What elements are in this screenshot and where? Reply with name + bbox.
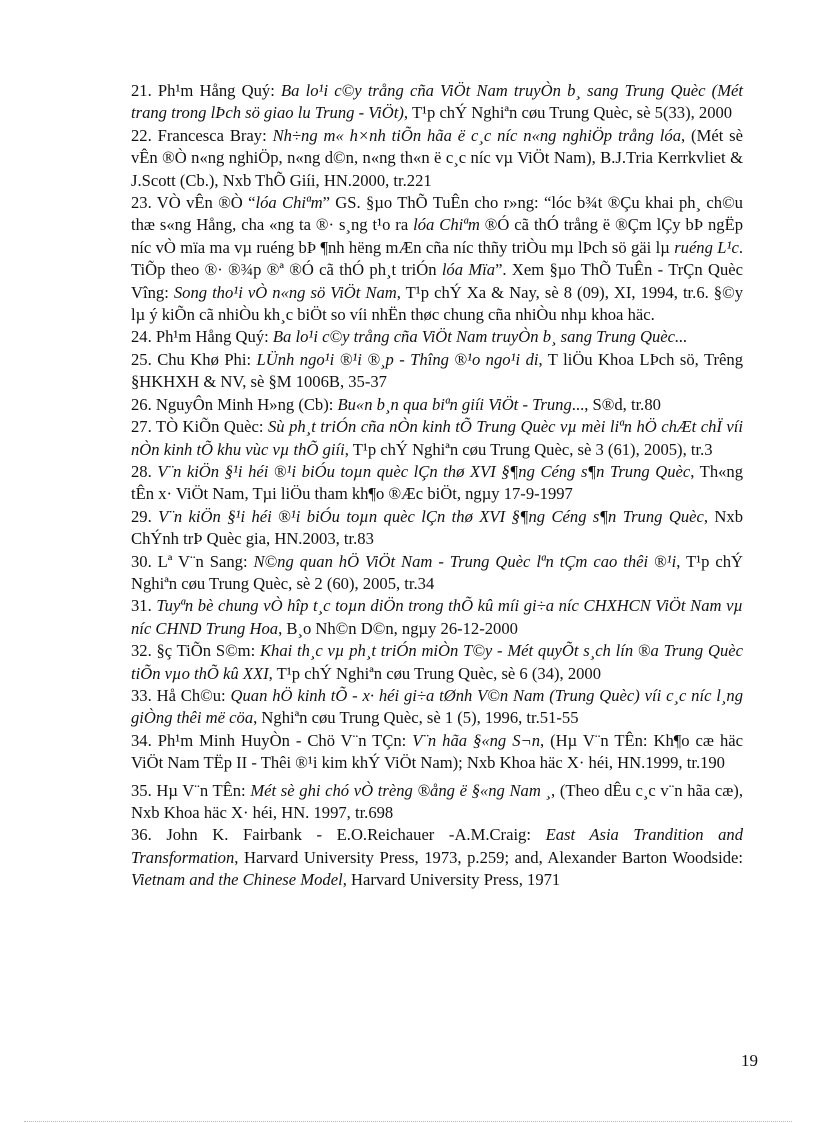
reference-text: ..., S®d, tr.80: [571, 394, 661, 414]
reference-text: , T¹p chÝ Nghiªn cøu Trung Quèc, sè 3 (61), 2005), tr.3: [344, 439, 713, 459]
reference-text: , T¹p chÝ Xa & Nay, sè 8 (09), XI, 1994, tr.6. §©y lµ ý kiÕn cã nhiÒu kh¸c biÖt so víi nhËn thøc chung cña nhiÒu nhµ khoa häc.: [131, 282, 743, 325]
reference-text: . TiÕp theo ®· ®¾p ®ª ®Ó cã thÓ ph¸t triÓn: [131, 237, 743, 280]
reference-title: Nh÷ng m« h×nh tiÕn hãa ë c¸c níc n«ng nghiÖp trång lóa: [272, 125, 682, 145]
reference-text: 21. Ph¹m Hång Quý:: [131, 81, 282, 100]
reference-entry: [131, 416, 743, 461]
reference-text: 35. Hµ V¨n TÊn:: [131, 780, 251, 800]
reference-text: 29.: [131, 506, 159, 526]
reference-entry: [131, 640, 743, 685]
reference-text: , T¹p chÝ Nghiªn cøu Trung Quèc, sè 6 (34), 2000: [268, 663, 602, 683]
reference-text: ” GS. §µo ThÕ TuÊn cho r»ng: “lóc b¾t ®Çu khai ph¸ ch©u thæ s«ng Hång, cha «ng ta ®· s¸ng t¹o ra: [131, 193, 743, 235]
reference-title: lóa Chiªm: [413, 215, 480, 235]
reference-title: V¨n hãa §«ng S¬n: [412, 730, 540, 750]
reference-title: Bu«n b¸n qua biªn giíi ViÖt - Trung: [337, 394, 572, 414]
reference-entry: [131, 326, 743, 348]
reference-title: Mét sè ghi chó vÒ trèng ®ång ë §«ng Nam ¸: [250, 780, 552, 800]
reference-text: 32. §ç TiÕn S©m:: [131, 641, 260, 661]
reference-title: Ba lo¹i c©y trång cña ViÖt Nam truyÒn b¸ sang Trung Quèc...: [272, 327, 688, 347]
reference-title: East Asia Trandition and Transformation: [131, 825, 743, 867]
reference-text: , Nxb ChÝnh trÞ Quèc gia, HN.2003, tr.83: [131, 506, 743, 549]
reference-text: , T¹p chÝ Nghiªn cøu Trung Quèc, sè 5(33), 2000: [403, 103, 733, 123]
reference-text: 30. Lª V¨n Sang:: [131, 551, 254, 571]
reference-title: ruéng L¹c: [674, 237, 739, 257]
reference-list: [131, 80, 743, 892]
reference-entry: [131, 824, 743, 891]
reference-text: 25. Chu Khø Phi:: [131, 349, 257, 369]
reference-entry: [131, 461, 743, 506]
reference-text: ”. Xem §µo ThÕ TuÊn - TrÇn Quèc Vîng:: [131, 260, 743, 302]
reference-entry: [131, 80, 743, 125]
reference-text: 31.: [131, 596, 157, 616]
reference-title: Vietnam and the Chinese Model: [131, 870, 343, 890]
reference-title: lóa Mïa: [441, 260, 496, 280]
reference-text: , T¹p chÝ Nghiªn cøu Trung Quèc, sè 2 (60), 2005, tr.34: [131, 551, 743, 593]
reference-text: , Harvard University Press, 1973, p.259; and, Alexander Barton Woodside:: [234, 847, 743, 867]
reference-entry: [131, 192, 743, 326]
reference-text: , Nghiªn cøu Trung Quèc, sè 1 (5), 1996, tr.51-55: [253, 708, 579, 728]
reference-title: V¨n kiÖn §¹i héi ®¹i biÓu toµn quèc lÇn thø XVI §¶ng Céng s¶n Trung Quèc: [158, 506, 704, 526]
reference-entry: [131, 394, 743, 416]
reference-entry: [131, 780, 743, 825]
reference-text: 34. Ph¹m Minh HuyÒn - Chö V¨n TÇn:: [131, 730, 413, 750]
reference-entry: [131, 730, 743, 775]
reference-entry: [131, 125, 743, 192]
reference-text: , B¸o Nh©n D©n, ngµy 26-12-2000: [278, 618, 518, 638]
reference-text: , T liÖu Khoa LÞch sö, Trêng §HKHXH & NV, sè §M 1006B, 35-37: [131, 349, 743, 392]
reference-text: 33. Hå Ch©u:: [131, 685, 231, 705]
reference-entry: [131, 349, 743, 394]
reference-text: 36. John K. Fairbank - E.O.Reichauer -A.M.Craig:: [131, 825, 546, 845]
reference-text: , (Mét sè vÊn ®Ò n«ng nghiÖp, n«ng d©n, n«ng th«n ë c¸c níc vµ ViÖt Nam), B.J.Tria Kerrkvliet & J.Scott (Cb.), Nxb ThÕ Giíi, HN.2000, tr.221: [131, 125, 744, 190]
reference-text: 27. TÒ KiÕn Quèc:: [131, 417, 268, 437]
reference-title: Ba lo¹i c©y trång cña ViÖt Nam truyÒn b¸ sang Trung Quèc (Mét trang trong lÞch sö giao lu Trung - ViÖt): [131, 81, 743, 123]
reference-title: Quan hÖ kinh tÕ - x· héi gi÷a tØnh V©n Nam (Trung Quèc) víi c¸c níc l¸ng giÒng thêi më cöa: [131, 685, 743, 728]
page-number: 19: [741, 1051, 758, 1070]
page-bottom-rule: [24, 1121, 792, 1122]
reference-text: 28.: [131, 461, 158, 481]
reference-title: LÜnh ngo¹i ®¹i ®¸p - Thîng ®¹o ngo¹i di: [256, 349, 539, 369]
reference-text: , Harvard University Press, 1971: [342, 870, 561, 890]
reference-title: Song tho¹i vÒ n«ng sö ViÖt Nam: [173, 282, 397, 302]
reference-title: lóa Chiªm: [255, 193, 323, 213]
reference-title: Khai th¸c vµ ph¸t triÓn miÒn T©y - Mét quyÕt s¸ch lín ®a Trung Quèc tiÕn vµo thÕ kû XXI: [131, 641, 743, 683]
reference-text: , (Theo dÊu c¸c v¨n hãa cæ), Nxb Khoa häc X· héi, HN. 1997, tr.698: [131, 780, 743, 822]
reference-title: N©ng quan hÖ ViÖt Nam - Trung Quèc lªn tÇm cao thêi ®¹i: [253, 551, 677, 571]
reference-title: Sù ph¸t triÓn cña nÒn kinh tÕ Trung Quèc vµ mèi liªn hÖ chÆt chÏ víi nÒn kinh tÕ khu vùc vµ thÕ giíi: [131, 417, 743, 459]
reference-text: 23. VÒ vÊn ®Ò “: [131, 193, 256, 213]
reference-entry: [131, 685, 743, 730]
reference-text: 26. NguyÔn Minh H»ng (Cb):: [131, 394, 338, 414]
reference-title: V¨n kiÖn §¹i héi ®¹i biÓu toµn quèc lÇn thø XVI §¶ng Céng s¶n Trung Quèc: [157, 461, 691, 481]
reference-entry: [131, 506, 743, 551]
reference-entry: [131, 551, 743, 596]
reference-text: 22. Francesca Bray:: [131, 125, 273, 145]
reference-text: , (Hµ V¨n TÊn: Kh¶o cæ häc ViÖt Nam TËp II - Thêi ®¹i kim khÝ ViÖt Nam); Nxb Khoa häc X· héi, HN.1999, tr.190: [131, 730, 743, 773]
reference-text: 24. Ph¹m Hång Quý:: [131, 327, 273, 347]
reference-title: Tuyªn bè chung vÒ hîp t¸c toµn diÖn trong thÕ kû míi gi÷a níc CHXHCN ViÖt Nam vµ níc CHND Trung Hoa: [131, 596, 743, 638]
reference-text: , Th«ng tÊn x· ViÖt Nam, Tµi liÖu tham kh¶o ®Æc biÖt, ngµy 17-9-1997: [131, 461, 744, 504]
reference-entry: [131, 595, 743, 640]
reference-text: ®Ó cã thÓ trång ë ®Çm lÇy bÞ ngËp níc vÒ mïa ma vµ ruéng bÞ ¶nh hëng mÆn cña níc thñy triÒu mµ lÞch sö gäi lµ: [131, 215, 744, 257]
